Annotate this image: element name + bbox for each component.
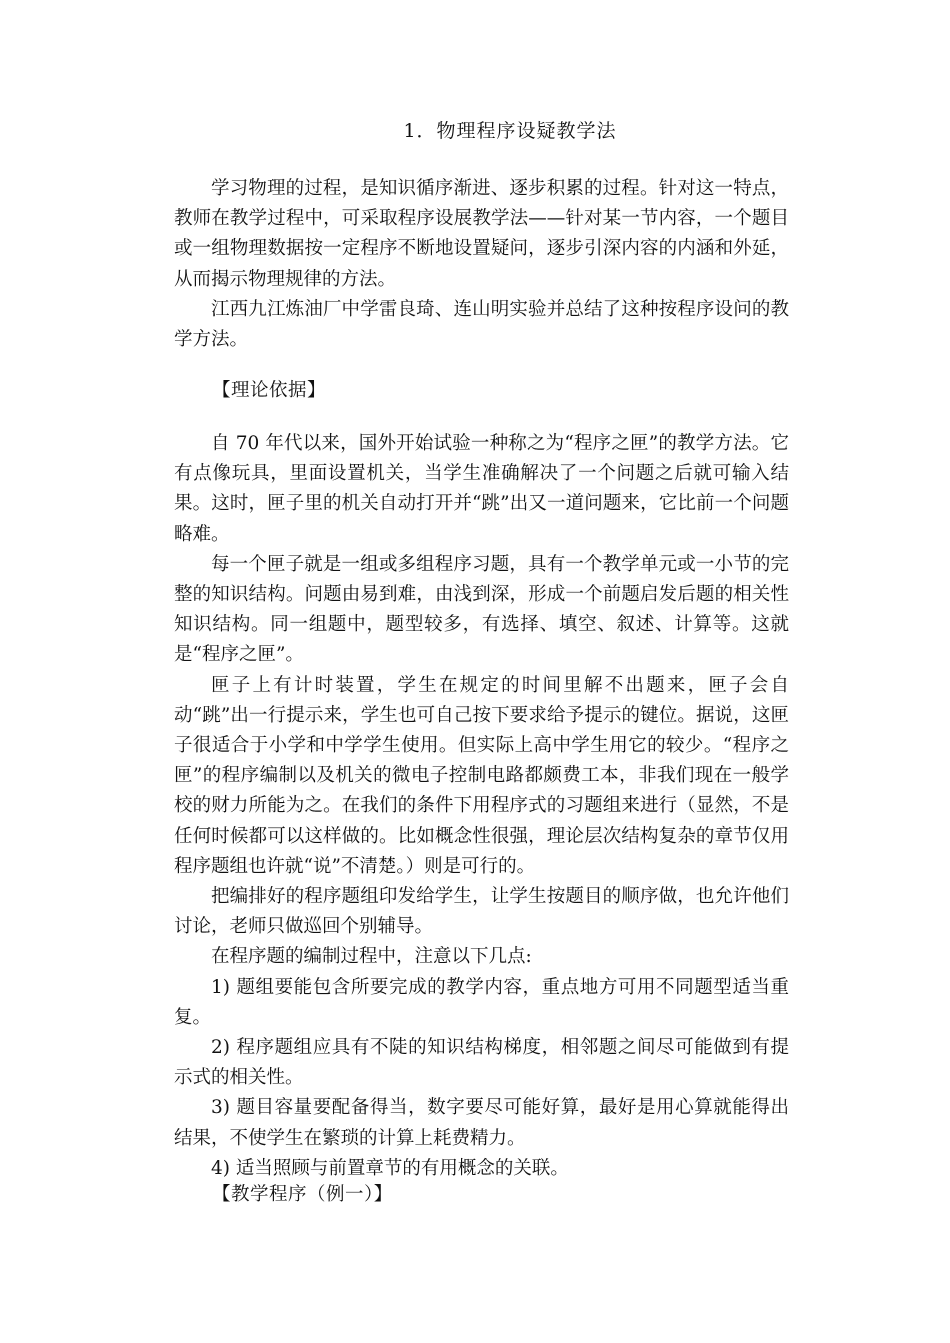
list-item: 1) 题组要能包含所要完成的教学内容，重点地方可用不同题型适当重复。 (174, 976, 789, 1028)
document-title: 1．物理程序设疑教学法 (403, 120, 617, 142)
list-item: 4) 适当照顾与前置章节的有用概念的关联。 (211, 1157, 569, 1179)
paragraph: 在程序题的编制过程中，注意以下几点: (211, 946, 532, 968)
paragraph: 匣子上有计时装置，学生在规定的时间里解不出题来，匣子会自动“跳”出一行提示来，学生也可自己按下要求给予提示的键位。据说，这匣子很适合于小学和中学学生使用。但实际上高中学生用它的较少。“程序之匣”的程序编制以及机关的微电子控制电路都颇费工本，非我们现在一般学校的财力所能为之。在我们的条件下用程序式的习题组来进行（显然，不是任何时候都可以这样做的。比如概念性很强，理论层次结构复杂的章节仅用程序题组也许就“说”不清楚。）则是可行的。 (174, 674, 789, 877)
list-item: 3) 题目容量要配备得当，数字要尽可能好算，最好是用心算就能得出结果，不使学生在繁琐的计算上耗费精力。 (174, 1097, 789, 1149)
list-item: 2) 程序题组应具有不陡的知识结构梯度，相邻题之间尽可能做到有提示式的相关性。 (174, 1037, 789, 1089)
paragraph: 每一个匣子就是一组或多组程序习题，具有一个教学单元或一小节的完整的知识结构。问题由易到难，由浅到深，形成一个前题启发后题的相关性知识结构。同一组题中，题型较多，有选择、填空、叙述、计算等。这就是“程序之匣”。 (174, 553, 789, 666)
section-heading-procedure: 【教学程序（例一）】 (212, 1184, 393, 1205)
paragraph: 学习物理的过程，是知识循序渐进、逐步积累的过程。针对这一特点，教师在教学过程中，可采取程序设展教学法——针对某一节内容，一个题目或一组物理数据按一定程序不断地设置疑问，逐步引深内容的内涵和外延，从而揭示物理规律的方法。 (174, 178, 789, 290)
paragraph: 把编排好的程序题组印发给学生，让学生按题目的顺序做，也允许他们讨论，老师只做巡回个别辅导。 (174, 886, 789, 938)
paragraph: 江西九江炼油厂中学雷良琦、连山明实验并总结了这种按程序设问的教学方法。 (174, 298, 789, 351)
theory-section (174, 429, 789, 1184)
intro-section (174, 174, 789, 355)
paragraph: 自 70 年代以来，国外开始试验一种称之为“程序之匣”的教学方法。它有点像玩具，里面设置机关，当学生准确解决了一个问题之后就可输入结果。这时，匣子里的机关自动打开并“跳”出又一道问题来，它比前一个问题略难。 (174, 433, 789, 545)
section-heading-theory: 【理论依据】 (212, 380, 327, 401)
